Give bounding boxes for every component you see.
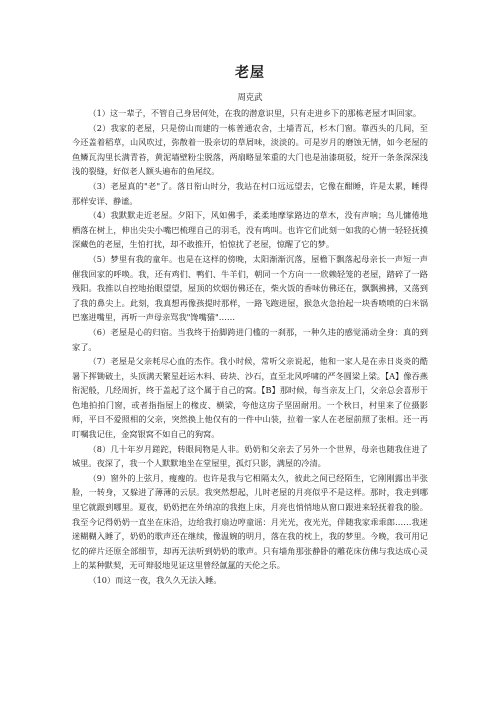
document-title: 老屋: [235, 65, 265, 81]
paragraph-10: （10）而这一夜，我久久无法入睡。: [88, 575, 222, 585]
paragraph-6: （6）老屋是心的归宿。当我终于抬脚跨进门槛的一刹那，一种久违的感觉涌动全身：真的到家了。: [72, 326, 428, 352]
paragraph-8: （8）几十年岁月蹉跎，转眼间物是人非。奶奶和父亲去了另外一个世界，母亲也随我住进了城里。夜深了，我一个人默默地坐在堂屋里，孤灯只影，满屋的冷清。: [72, 443, 428, 469]
paragraph-4: （4）我默默走近老屋。夕阳下，风如佛手，柔柔地摩挲路边的草木，没有声响；鸟儿慵倦地栖落在树上，伸出尖尖小嘴巴梳理自己的羽毛，没有鸣叫。也许它们此刻一如我的心情一轻轻抚摸深藏色的老屋，生怕打扰，却不敢推开，怕惊扰了老屋，惊醒了它的梦。: [72, 210, 428, 250]
document-page: [72, 62, 428, 588]
paragraph-9: （9）窗外的上弦月，瘦瘦的。也许是我与它相隔太久，彼此之间已经陌生，它刚刚露出半张脸，一转身，又躲进了薄薄的云层。我突然想起，儿时老屋的月亮似乎不是这样。那时，我走到哪里它就跟到哪里。夏夜，奶奶把在外纳凉的我抱上床，月亮也悄悄地从窗口跟进来轻抚着我的脸。我至今记得奶奶一直坐在床沿，边给我打扇边哼童谣：月光光，夜光光，伴随我家乖乖郎……我迷迷糊糊入睡了，奶奶的歌声还在继续，像温婉的明月，落在我的枕上，我的梦里。今晚，我可用记忆的碎片还原全部细节，却再无法听到奶奶的歌声。只有墙角那张静卧的雕花床仿佛与我达成心灵上的某种默契，无可辩驳地见证这里曾经氤氲的天伦之乐。: [72, 472, 428, 571]
paragraph-3: （3）老屋真的"老"了。落日衔山时分，我站在村口远远望去，它像在酣睡，许是太累，睡得那样安详、静谧。: [72, 180, 428, 206]
author-name: 周克武: [237, 92, 263, 102]
paragraph-7: （7）老屋是父亲耗尽心血的杰作。我小时候，常听父亲说起，他和一家人是在赤日炎炎的酷暑下挥锄破土，头顶满天繁星赶运木料、砖块、沙石，直至北风呼啸的严冬圆梁上梁。【A】像吞燕衔泥般，几经周折，终于盖起了这个属于自己的窝。【B】那时候，每当亲友上门，父亲总会喜形于色地拍拍门窗，或者指指屋上的椽皮、横梁，夸他这房子坚固耐用。一个秋日，村里来了位摄影师，平日不爱照相的父亲，突然换上他仅有的一件中山装，拉着一家人在老屋前照了张相。还一再叮嘱我记住，金窝银窝不如自己的狗窝。: [72, 356, 428, 440]
paragraph-2: （2）我家的老屋，只是傍山而建的一栋普通农舍，土墙青瓦，杉木门窗。靠西头的几间，至今还盖着稻草，山风吹过，弥散着一股亲切的草屑味，淡淡的。可是岁月的磨蚀无情，如今老屋的鱼鳞瓦沟里长满青苔，黄泥墙壁粉尘脱落，两扇略显笨重的大门也是油漆斑驳，绽开一条条深深浅浅的裂缝，好似老人额头遍布的鱼尾纹。: [72, 122, 428, 177]
paragraph-1: （1）这一辈子，不管自己身居何处，在我的潜意识里，只有走进乡下的那栋老屋才叫回家。: [88, 108, 422, 118]
paragraph-5: （5）梦里有我的童年。也是在这样的傍晚，太阳渐渐沉落，屋檐下飘落起母亲长一声短一声催我回家的呼唤。我，还有鸡们、鸭们、牛羊们，朝同一个方向一一欣赖轻笼的老屋，踏碎了一路残阳。我推以自控地抬眼望望，屋顶的炊烟仿佛还在，柴火饭的香味仿佛还在，飘飘拂拂，又荡到了我的鼻尖上。此刻，我真想再像孩提时那样，一路飞跑进屋，猴急火急抬起一块香喷喷的白米锅巴塞进嘴里，再听一声母亲骂我"馋嘴猫"……: [72, 253, 428, 323]
